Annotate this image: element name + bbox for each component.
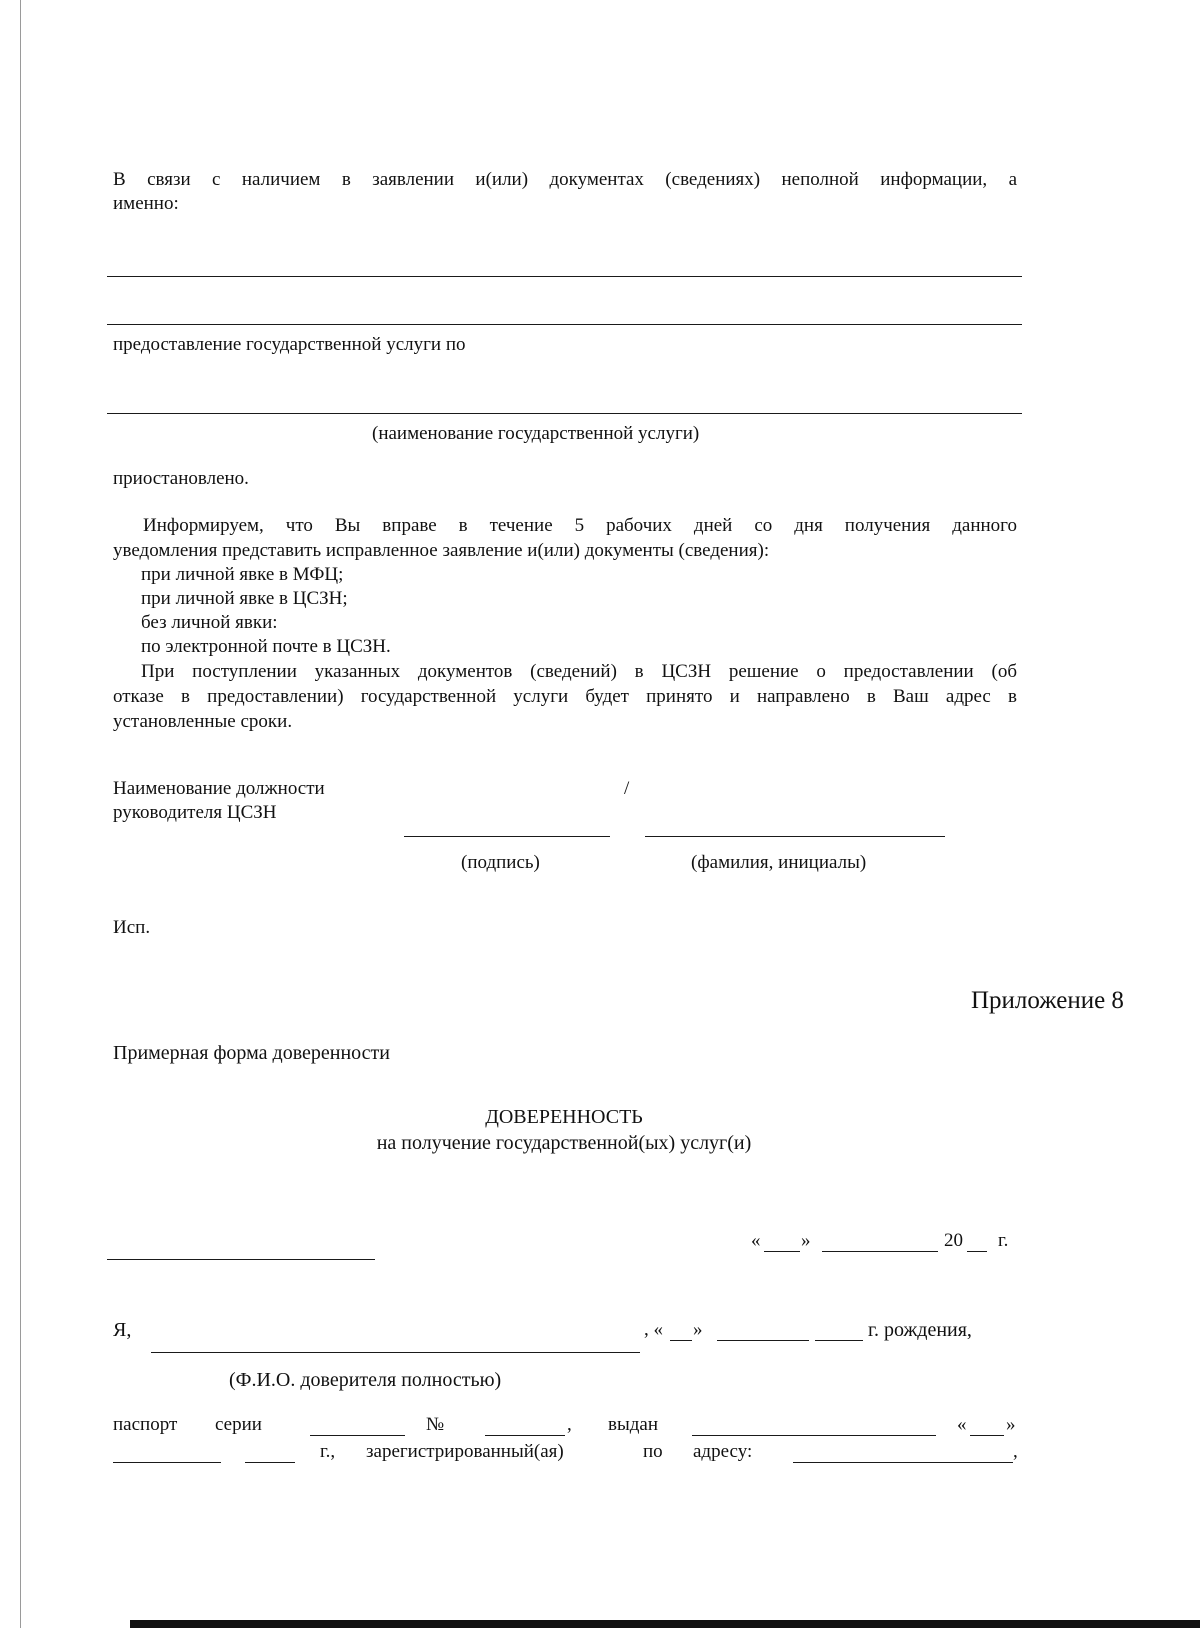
blank-line-1 [107, 276, 1022, 277]
principal-caption: (Ф.И.О. доверителя полностью) [229, 1369, 502, 1391]
address-line [793, 1462, 1013, 1463]
position-line-2: руководителя ЦСЗН [113, 802, 277, 823]
service-caption: (наименование государственной услуги) [372, 423, 700, 444]
date-close-quote: » [801, 1230, 811, 1251]
registered-label: зарегистрированный(ая) [366, 1441, 564, 1462]
blank-line-2 [107, 324, 1022, 325]
intro-line-1: В связи с наличием в заявлении и(или) документах (сведениях) неполной информации, а [113, 169, 1017, 190]
signature-line [404, 836, 610, 837]
birth-suffix: г. рождения, [868, 1319, 972, 1341]
appendix-label: Приложение 8 [971, 987, 1124, 1014]
principal-name-line [151, 1352, 640, 1353]
date-day-line [764, 1251, 800, 1252]
form-title: Примерная форма доверенности [113, 1042, 390, 1064]
issued-day-line [970, 1435, 1004, 1436]
passport-number-line [485, 1435, 565, 1436]
birth-close: » [693, 1319, 703, 1340]
date-month-line [822, 1251, 938, 1252]
option-cszn: при личной явке в ЦСЗН; [141, 588, 348, 609]
name-line [645, 836, 945, 837]
birth-month-line [717, 1340, 809, 1341]
executor-label: Исп. [113, 917, 151, 938]
address-end-comma: , [1013, 1441, 1018, 1462]
address-label: адресу: [693, 1441, 753, 1462]
service-name-line [107, 413, 1022, 414]
date-year-prefix: 20 [944, 1230, 963, 1251]
signature-slash: / [624, 778, 630, 799]
receipt-line-1: При поступлении указанных документов (сведений) в ЦСЗН решение о предоставлении (об [141, 661, 1017, 682]
birth-year-line [815, 1340, 863, 1341]
document-title: ДОВЕРЕННОСТЬ [485, 1106, 643, 1128]
place-line [107, 1259, 375, 1260]
inform-line-2: уведомления представить исправленное заявление и(или) документы (сведения): [113, 540, 770, 561]
scan-bottom-edge [130, 1620, 1200, 1628]
inform-line-1: Информируем, что Вы вправе в течение 5 рабочих дней со дня получения данного [143, 515, 1017, 536]
birth-open: , « [644, 1319, 663, 1340]
number-comma: , [567, 1414, 572, 1435]
option-remote: без личной явки: [141, 612, 278, 633]
option-email: по электронной почте в ЦСЗН. [141, 636, 391, 657]
suspended-text: приостановлено. [113, 468, 249, 489]
intro-line-2: именно: [113, 193, 179, 214]
issued-year-line [245, 1462, 295, 1463]
issued-month-line [113, 1462, 221, 1463]
position-line-1: Наименование должности [113, 778, 325, 799]
number-label: № [426, 1414, 445, 1435]
issued-close-quote: » [1006, 1414, 1016, 1435]
i-label: Я, [113, 1319, 132, 1341]
birth-day-line [670, 1340, 692, 1341]
series-label: серии [215, 1414, 262, 1435]
document-subtitle: на получение государственной(ых) услуг(и) [376, 1132, 752, 1154]
issued-label: выдан [608, 1414, 659, 1435]
option-mfc: при личной явке в МФЦ; [141, 564, 344, 585]
passport-label: паспорт [113, 1414, 178, 1435]
name-caption: (фамилия, инициалы) [691, 852, 867, 873]
issued-open-quote: « [957, 1414, 967, 1435]
passport-series-line [310, 1435, 405, 1436]
issued-year-suffix: г., [320, 1441, 336, 1462]
service-prefix: предоставление государственной услуги по [113, 334, 466, 355]
date-open-quote: « [751, 1230, 761, 1251]
signature-caption: (подпись) [461, 852, 540, 873]
receipt-line-3: установленные сроки. [113, 711, 293, 732]
issued-by-line [692, 1435, 936, 1436]
date-year-suffix: г. [998, 1230, 1009, 1251]
receipt-line-2: отказе в предоставлении) государственной услуги будет принято и направлено в Ваш адрес в [113, 686, 1017, 707]
date-year-line [967, 1251, 987, 1252]
at-label: по [643, 1441, 663, 1462]
scan-left-edge [20, 0, 21, 1628]
